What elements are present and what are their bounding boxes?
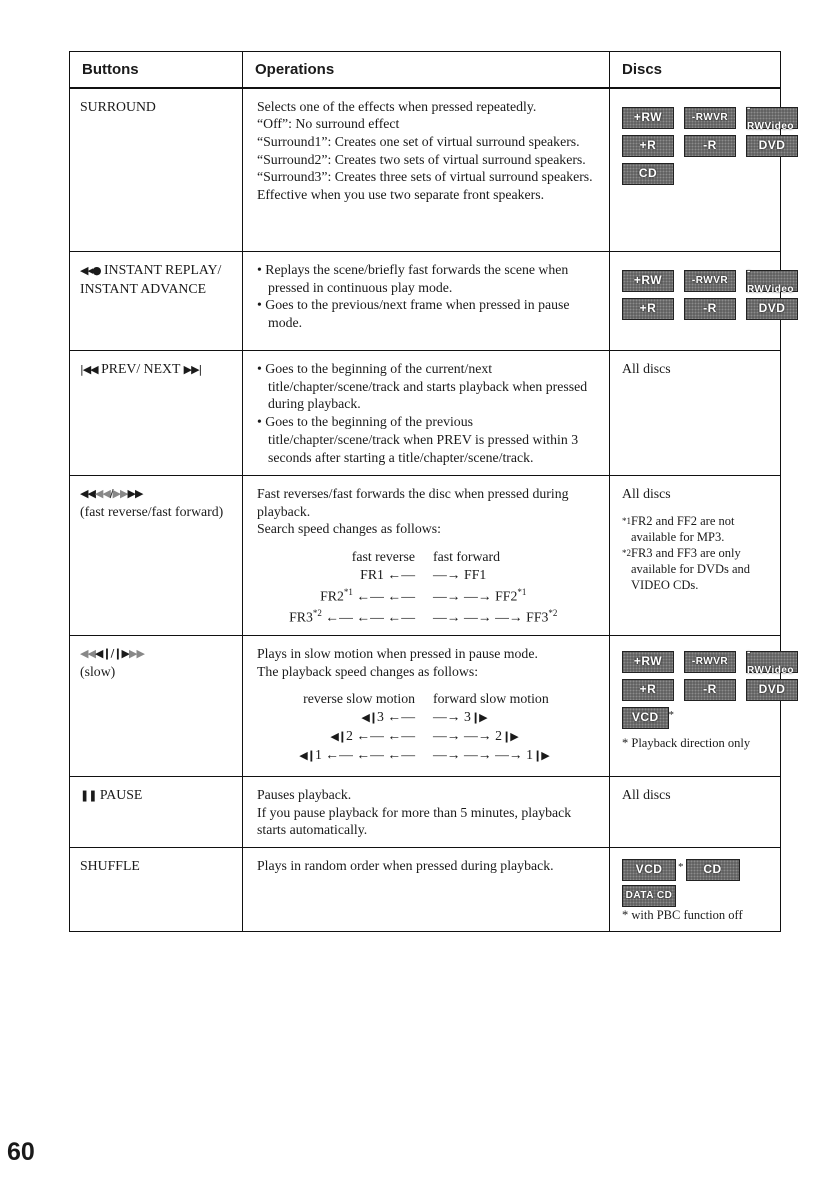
speed-rev: FR2$^{*1}$ ←— ←— (320, 586, 415, 604)
discs-cell (610, 848, 781, 932)
header-buttons: Buttons (70, 52, 243, 88)
text-line: “Surround3”: Creates three sets of virtual surround speakers. (257, 169, 593, 185)
speed-rev: FR1 ←— (360, 566, 415, 582)
all-discs-text: All discs (622, 361, 671, 376)
button-cell (70, 848, 243, 932)
disc-rw-vr-icon: -RWVR (684, 270, 736, 292)
speed-fwd: —→ —→ —→ 1❙▶ (433, 746, 549, 762)
text-line: If you pause playback for more than 5 minutes, playback starts automatically. (257, 804, 572, 838)
table-row (70, 848, 781, 932)
disc-minus-r-icon: -R (684, 679, 736, 701)
speed-rev: ◀❙2 ←— ←— (330, 727, 415, 743)
page-number: 60 (7, 1138, 35, 1166)
button-label: PAUSE (99, 787, 143, 802)
pause-icon: ❚❚ (80, 789, 97, 802)
operation-cell (243, 476, 610, 636)
footnote: *1 FR2 and FF2 are not available for MP3. *2 FR3 and FF3 are only available for DVDs and VIDEO CDs. (622, 513, 751, 592)
speed-rev: ◀❙3 ←— (361, 709, 415, 725)
disc-vcd-icon: VCD (622, 859, 676, 881)
button-label: (fast reverse/fast forward) (80, 503, 224, 519)
operation-cell (243, 848, 610, 932)
slow-speed-table (257, 690, 603, 764)
vcd-with-mark: VCD * (622, 707, 674, 729)
shuffle-discs: VCD * CD (622, 859, 776, 881)
button-cell (70, 252, 243, 351)
operation-cell (243, 636, 610, 777)
button-cell (70, 636, 243, 777)
table-row (70, 636, 781, 777)
button-cell (70, 88, 243, 252)
disc-plus-rw-icon: +RW (622, 651, 674, 673)
button-label: SHUFFLE (80, 858, 140, 874)
instant-replay-icon: ◀◂● (80, 264, 101, 277)
text-line: Search speed changes as follows: (257, 521, 441, 537)
speed-rev: FR3$^{*2}$ ←— ←— ←— (289, 607, 415, 625)
disc-dvd-icon: DVD (746, 298, 798, 320)
button-label: INSTANT REPLAY/ INSTANT ADVANCE (80, 262, 222, 296)
text-line: “Surround1”: Creates one set of virtual surround speakers. (257, 133, 580, 149)
header-discs: Discs (610, 52, 781, 88)
operation-cell (243, 351, 610, 476)
discs-cell (610, 252, 795, 351)
bullet-item: • Goes to the previous/next frame when pressed in pause mode. (257, 296, 603, 331)
operations-table (69, 51, 795, 932)
disc-plus-r-icon: +R (622, 135, 674, 157)
discs-cell (610, 88, 795, 252)
header-operations: Operations (243, 52, 610, 88)
disc-cd-icon: CD (686, 859, 740, 881)
button-cell (70, 476, 243, 636)
button-label: PREV/ NEXT (101, 361, 181, 376)
disc-dvd-icon: DVD (746, 135, 798, 157)
disc-cd-icon: CD (622, 163, 674, 185)
disc-data-cd-icon: DATA CD (622, 885, 676, 907)
bullet-item: • Replays the scene/briefly fast forwards the scene when pressed in continuous play mode. (257, 261, 603, 296)
speed-fwd: —→ —→ —→ $FF3^{*2}$ (433, 607, 558, 625)
discs-cell (610, 476, 781, 636)
table-row (70, 351, 781, 476)
text-line: “Surround2”: Creates two sets of virtual surround speakers. (257, 151, 586, 167)
fast-reverse-forward-icon: ◀◀◀◀/▶▶▶▶ (80, 487, 143, 500)
speed-fwd: —→ FF1 (433, 566, 487, 582)
button-cell (70, 351, 243, 476)
text-line: The playback speed changes as follows: (257, 663, 479, 679)
discs-cell (610, 351, 781, 476)
button-label: SURROUND (80, 98, 156, 114)
text-line: Plays in slow motion when pressed in pause mode. (257, 646, 538, 661)
slow-icon: ◀◀◀❙/❙▶▶▶ (80, 647, 144, 660)
bullet-item: • Goes to the beginning of the current/next title/chapter/scene/track and starts playback when pressed during playback. (257, 360, 603, 413)
table-row (70, 88, 781, 252)
speed-header: fast reverse (351, 549, 415, 565)
speed-fwd: —→ —→ 2❙▶ (433, 727, 518, 743)
operation-cell (243, 777, 610, 848)
disc-minus-r-icon: -R (684, 135, 736, 157)
speed-header: reverse slow motion (303, 691, 415, 707)
disc-vcd-icon: VCD (622, 707, 669, 729)
table-row (70, 777, 781, 848)
speed-fwd: —→ —→ $FF2^{*1}$ (433, 586, 527, 604)
speed-rev: ◀❙1 ←— ←— ←— (299, 746, 415, 762)
disc-rw-video-icon: -RWVideo (746, 651, 798, 673)
disc-plus-r-icon: +R (622, 679, 674, 701)
text-line: Selects one of the effects when pressed repeatedly. (257, 98, 537, 114)
disc-rw-vr-icon: -RWVR (684, 651, 736, 673)
all-discs-text: All discs (622, 486, 671, 501)
button-label: (slow) (80, 663, 116, 679)
speed-header: fast forward (433, 549, 501, 565)
text-line: Plays in random order when pressed during playback. (257, 858, 554, 874)
table-row (70, 476, 781, 636)
disc-rw-vr-icon: -RWVR (684, 107, 736, 129)
footnote: * Playback direction only (622, 736, 751, 750)
speed-header: forward slow motion (433, 691, 549, 707)
disc-rw-video-icon: -RWVideo (746, 107, 798, 129)
disc-minus-r-icon: -R (684, 298, 736, 320)
discs-cell (610, 777, 781, 848)
text-line: Fast reverses/fast forwards the disc when pressed during playback. (257, 486, 569, 519)
text-line: “Off”: No surround effect (257, 116, 400, 132)
disc-plus-rw-icon: +RW (622, 270, 674, 292)
disc-dvd-icon: DVD (746, 679, 798, 701)
operation-cell (243, 88, 610, 252)
search-speed-table (257, 548, 603, 626)
bullet-item: • Goes to the beginning of the previous title/chapter/scene/track when PREV is pressed within 3 seconds after starting a title/chapter/scene/track. (257, 413, 603, 466)
table-header-row (70, 52, 781, 88)
next-icon: ▶▶| (183, 363, 202, 376)
text-line: Pauses playback. (257, 787, 352, 802)
speed-fwd: —→ 3❙▶ (433, 709, 487, 725)
prev-icon: |◀◀ (80, 363, 98, 376)
button-cell (70, 777, 243, 848)
footnote: * with PBC function off (622, 908, 743, 923)
disc-plus-r-icon: +R (622, 298, 674, 320)
discs-cell (610, 636, 795, 777)
all-discs-text: All discs (622, 787, 671, 802)
disc-rw-video-icon: -RWVideo (746, 270, 798, 292)
disc-plus-rw-icon: +RW (622, 107, 674, 129)
operation-cell (243, 252, 610, 351)
text-line: Effective when you use two separate front speakers. (257, 187, 545, 203)
table-row (70, 252, 781, 351)
